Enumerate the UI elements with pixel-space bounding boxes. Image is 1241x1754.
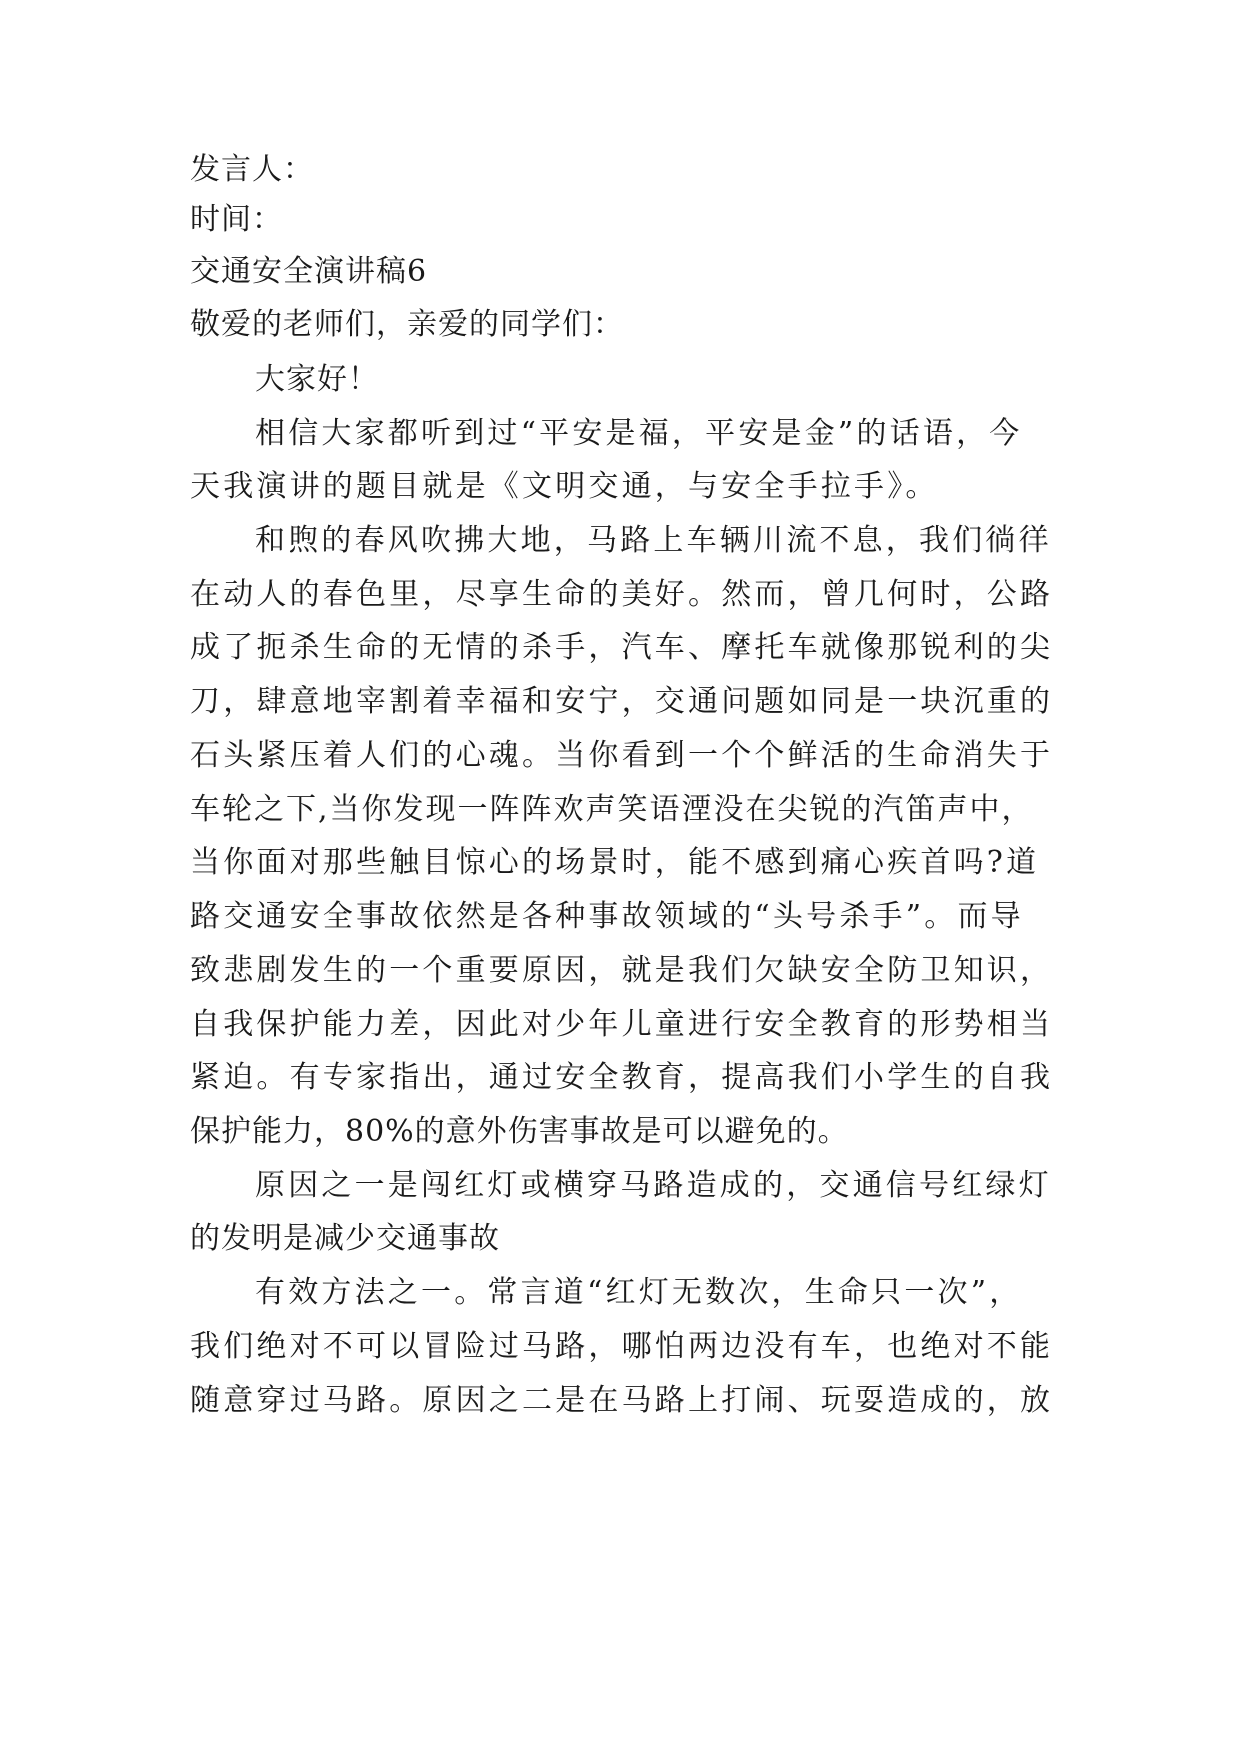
paragraph-line: 有效方法之一。常言道“红灯无数次，生命只一次”， xyxy=(255,1275,1023,1310)
paragraph-line: 的发明是减少交通事故 xyxy=(190,1221,500,1256)
paragraph-line: 原因之一是闯红灯或横穿马路造成的，交通信号红绿灯 xyxy=(255,1168,1052,1203)
paragraph-line: 在动人的春色里，尽享生命的美好。然而，曾几何时，公路 xyxy=(190,577,1054,612)
paragraph-line: 保护能力，80%的意外伤害事故是可以避免的。 xyxy=(190,1114,849,1149)
paragraph-line: 路交通安全事故依然是各种事故领域的“头号杀手”。而导 xyxy=(190,899,1024,934)
speaker-label: 发言人： xyxy=(190,152,314,187)
speech-title: 交通安全演讲稿6 xyxy=(190,254,428,289)
paragraph-line: 大家好！ xyxy=(255,362,379,397)
paragraph-line: 相信大家都听到过“平安是福，平安是金”的话语，今 xyxy=(255,416,1023,451)
time-label: 时间： xyxy=(190,202,283,237)
paragraph-line: 自我保护能力差，因此对少年儿童进行安全教育的形势相当 xyxy=(190,1007,1054,1042)
paragraph-line: 致悲剧发生的一个重要原因，就是我们欠缺安全防卫知识， xyxy=(190,953,1054,988)
paragraph-line: 刀，肆意地宰割着幸福和安宁，交通问题如同是一块沉重的 xyxy=(190,684,1054,719)
paragraph-line: 和煦的春风吹拂大地，马路上车辆川流不息，我们徜徉 xyxy=(255,523,1052,558)
paragraph-line: 随意穿过马路。原因之二是在马路上打闹、玩耍造成的，放 xyxy=(190,1383,1054,1418)
paragraph-line: 我们绝对不可以冒险过马路，哪怕两边没有车，也绝对不能 xyxy=(190,1329,1054,1364)
paragraph-line: 紧迫。有专家指出，通过安全教育，提高我们小学生的自我 xyxy=(190,1060,1054,1095)
paragraph-line: 石头紧压着人们的心魂。当你看到一个个鲜活的生命消失于 xyxy=(190,738,1054,773)
paragraph-line: 天我演讲的题目就是《文明交通，与安全手拉手》。 xyxy=(190,469,939,504)
paragraph-line: 车轮之下,当你发现一阵阵欢声笑语湮没在尖锐的汽笛声中， xyxy=(190,792,1034,827)
paragraph-line: 当你面对那些触目惊心的场景时，能不感到痛心疾首吗?道 xyxy=(190,845,1040,880)
paragraph-line: 成了扼杀生命的无情的杀手，汽车、摩托车就像那锐利的尖 xyxy=(190,630,1054,665)
salutation: 敬爱的老师们，亲爱的同学们： xyxy=(190,307,624,342)
